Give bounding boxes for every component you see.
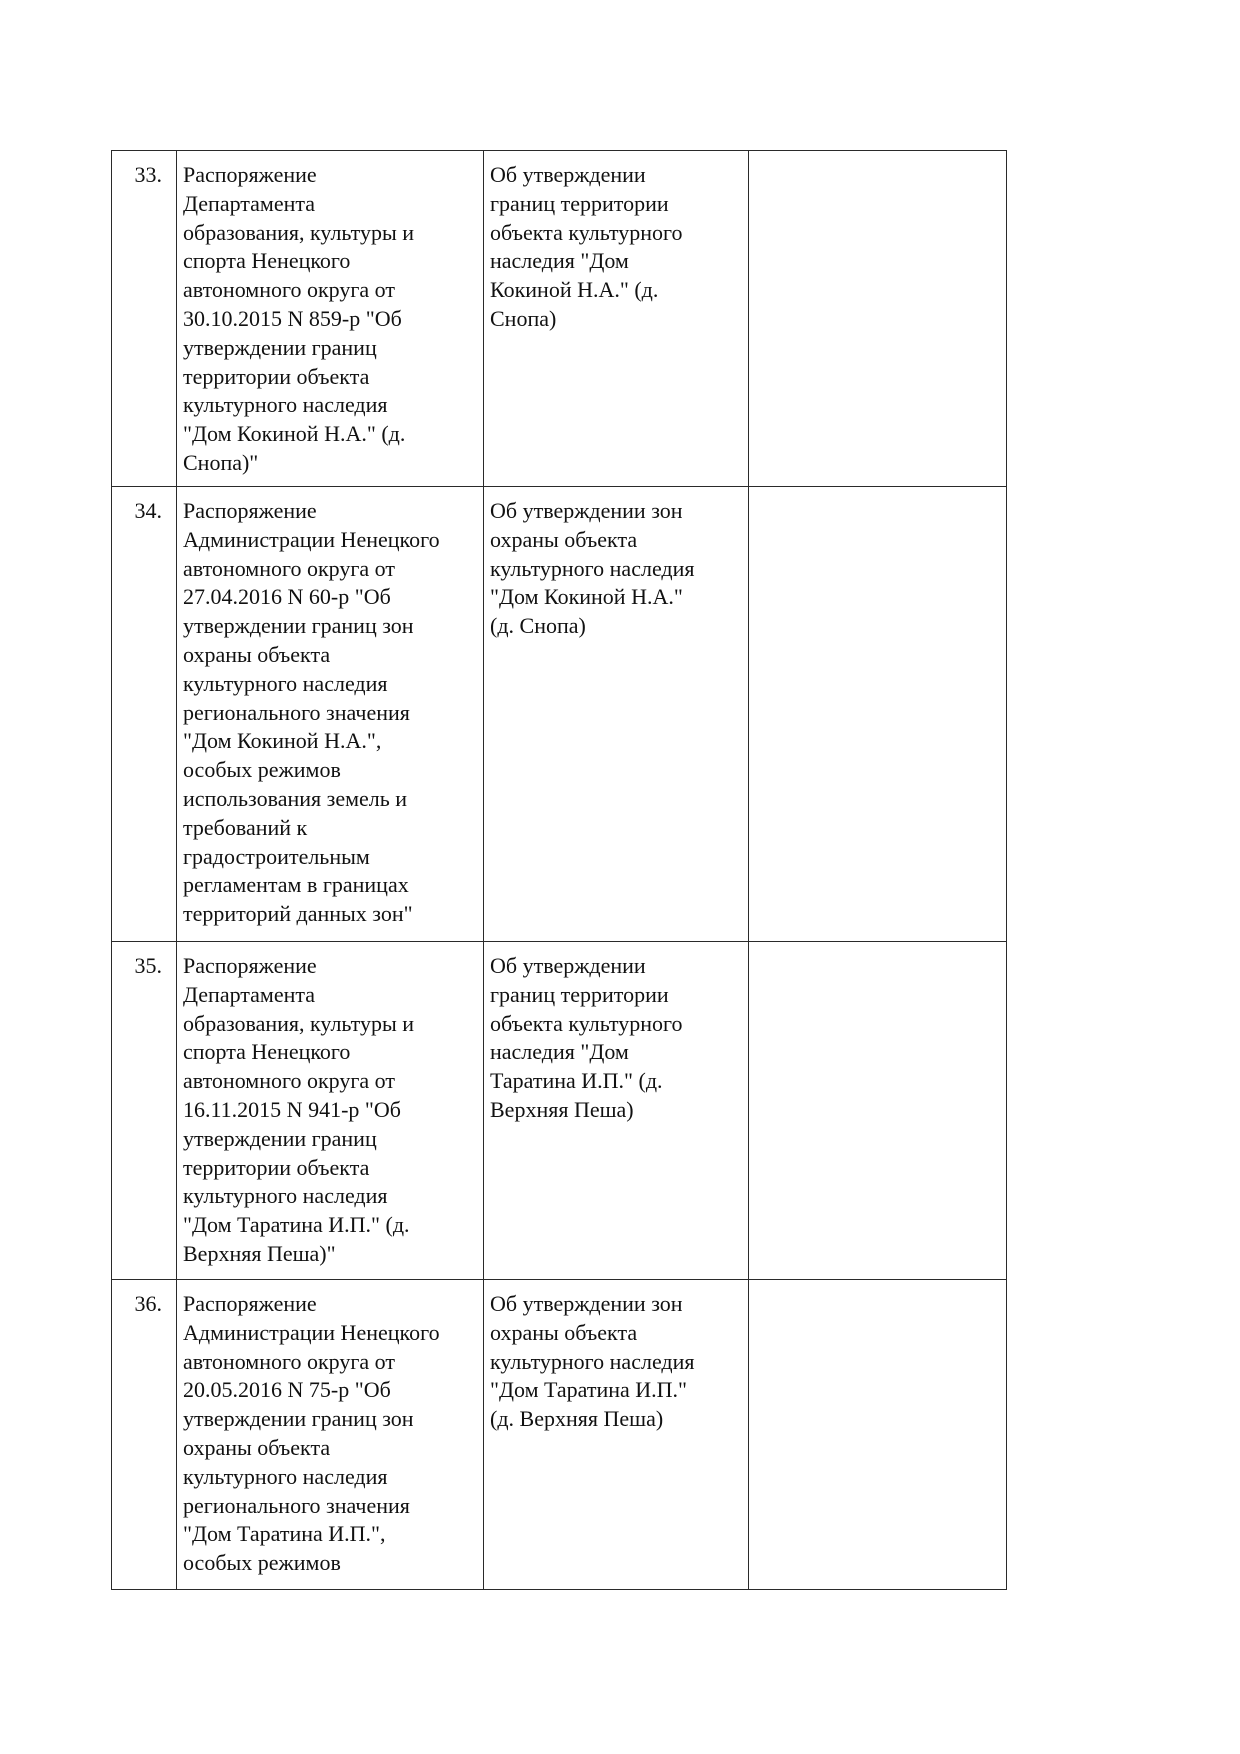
row-number: 34.: [112, 487, 177, 942]
document-subject: Об утверждении границ территории объекта культурного наследия "Дом Кокиной Н.А." (д. Снопа): [484, 151, 749, 487]
table-row: [112, 487, 1007, 942]
table-row: [112, 151, 1007, 487]
document-subject: Об утверждении зон охраны объекта культурного наследия "Дом Кокиной Н.А." (д. Снопа): [484, 487, 749, 942]
document-subject: Об утверждении зон охраны объекта культурного наследия "Дом Таратина И.П." (д. Верхняя Пеша): [484, 1280, 749, 1590]
table-row: [112, 1280, 1007, 1590]
table-row: [112, 942, 1007, 1280]
document-note: [749, 942, 1007, 1280]
document-title: Распоряжение Администрации Ненецкого автономного округа от 20.05.2016 N 75-р "Об утверждении границ зон охраны объекта культурного наследия регионального значения "Дом Таратина И.П.", особых режимов: [177, 1280, 484, 1590]
document-title: Распоряжение Департамента образования, культуры и спорта Ненецкого автономного округа от 16.11.2015 N 941-р "Об утверждении границ территории объекта культурного наследия "Дом Таратина И.П." (д. Верхняя Пеша)": [177, 942, 484, 1280]
document-note: [749, 151, 1007, 487]
document-title: Распоряжение Администрации Ненецкого автономного округа от 27.04.2016 N 60-р "Об утверждении границ зон охраны объекта культурного наследия регионального значения "Дом Кокиной Н.А.", особых режимов использования земель и требований к градостроительным регламентам в границах территорий данных зон": [177, 487, 484, 942]
row-number: 33.: [112, 151, 177, 487]
row-number: 36.: [112, 1280, 177, 1590]
document-subject: Об утверждении границ территории объекта культурного наследия "Дом Таратина И.П." (д. Верхняя Пеша): [484, 942, 749, 1280]
document-note: [749, 487, 1007, 942]
document-title: Распоряжение Департамента образования, культуры и спорта Ненецкого автономного округа от 30.10.2015 N 859-р "Об утверждении границ территории объекта культурного наследия "Дом Кокиной Н.А." (д. Снопа)": [177, 151, 484, 487]
document-note: [749, 1280, 1007, 1590]
document-table: [111, 150, 1007, 1590]
row-number: 35.: [112, 942, 177, 1280]
